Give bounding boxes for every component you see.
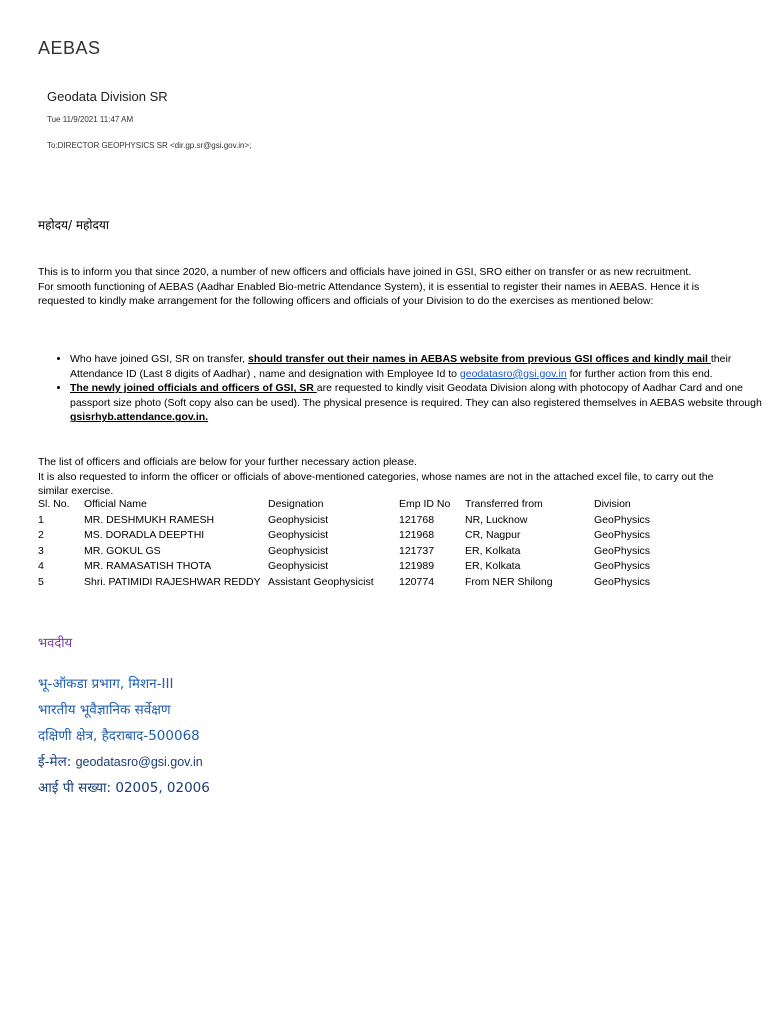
table-row — [38, 529, 674, 545]
cell-name: Shri. PATIMIDI RAJESHWAR REDDY — [84, 575, 261, 588]
ip-value: 02005, 02006 — [115, 780, 210, 796]
intro-line-1: This is to inform you that since 2020, a number of new officers and officials have joined in GSI, SRO either on transfer or as new recruitment. — [38, 266, 692, 278]
list-line-2: It is also requested to inform the officer or officials of above-mentioned categories, whose names are not in the attached excel file, to carry out the similar exercise. — [38, 470, 714, 498]
cell-sl: 2 — [38, 529, 44, 541]
list-item — [70, 381, 768, 425]
cell-division: GeoPhysics — [594, 513, 651, 526]
attendance-site[interactable]: gsisrhyb.attendance.gov.in. — [70, 411, 209, 424]
b1-mid: their Attendance ID (Last 8 digits of Aadhar) , name and designation with Employee Id to — [70, 353, 732, 380]
b2-mid: are requested to kindly visit Geodata Division along with photocopy of Aadhar Card and one passport size photo (Soft copy also can be used). The physical presence is required. They can also registered themselves in AEBAS website through — [70, 382, 762, 409]
cell-designation: Geophysicist — [268, 560, 329, 572]
cell-designation: Geophysicist — [268, 529, 329, 541]
list-item — [70, 352, 768, 381]
cell-division: GeoPhysics — [594, 575, 651, 588]
cell-empid: 121768 — [399, 513, 435, 526]
signature-ip-phone — [38, 778, 210, 796]
signature-email-address[interactable]: geodatasro@gsi.gov.in — [75, 755, 203, 769]
header-cell: Emp ID No — [399, 498, 451, 510]
header-cell: Transferred from — [465, 498, 543, 510]
table-header-row — [38, 498, 674, 514]
header-cell: Division — [594, 498, 631, 510]
header-cell: Official Name — [84, 498, 147, 510]
instruction-list — [38, 352, 768, 425]
intro-line-2: For smooth functioning of AEBAS (Aadhar Enabled Bio-metric Attendance System), it is essential to register their names in AEBAS. Hence it is requested to kindly make arrangement for the following officers and officials of your Division to do the exercises as mentioned below: — [38, 280, 700, 308]
signature-line-division: भू-ऑकडा प्रभाग, मिशन-III — [38, 676, 174, 692]
intro-paragraph — [38, 265, 733, 309]
salutation: महोदय/ महोदया — [38, 218, 109, 232]
email-label: ई-मेल: — [38, 754, 76, 770]
cell-from: ER, Kolkata — [465, 560, 521, 572]
b1-post: for further action from this end. — [566, 367, 713, 380]
b1-bold: should transfer out their names in AEBAS website from previous GSI offices and kindly mail — [248, 353, 711, 365]
cell-from: NR, Lucknow — [465, 513, 528, 526]
cell-sl: 1 — [38, 513, 44, 526]
cell-sl: 5 — [38, 575, 44, 588]
email-link[interactable]: geodatasro@gsi.gov.in — [459, 367, 567, 380]
sent-date: Tue 11/9/2021 11:47 AM — [47, 115, 134, 124]
header-cell: Designation — [268, 498, 324, 510]
signature-line-region: दक्षिणी क्षेत्र, हैदराबाद-500068 — [38, 728, 200, 744]
list-paragraph — [38, 455, 733, 499]
signature-line-org: भारतीय भूवैज्ञानिक सर्वेक्षण — [38, 702, 171, 718]
cell-empid: 120774 — [399, 575, 435, 588]
cell-from: From NER Shilong — [465, 575, 553, 588]
table-row — [38, 514, 674, 530]
table-row — [38, 576, 674, 592]
cell-designation: Geophysicist — [268, 513, 329, 526]
cell-empid: 121989 — [399, 560, 435, 572]
recipient-line[interactable]: To:DIRECTOR GEOPHYSICS SR <dir.gp.sr@gsi.gov.in>; — [47, 141, 252, 150]
cell-empid: 121968 — [399, 529, 435, 541]
cell-division: GeoPhysics — [594, 560, 651, 572]
signature-email — [38, 752, 203, 770]
b1-pre: Who have joined GSI, SR on transfer, — [70, 353, 249, 365]
cell-from: CR, Nagpur — [465, 529, 521, 541]
list-line-1: The list of officers and officials are below for your further necessary action please. — [38, 456, 417, 468]
cell-sl: 4 — [38, 560, 44, 572]
header-cell: Sl. No. — [38, 498, 70, 510]
cell-sl: 3 — [38, 544, 44, 557]
table-row — [38, 545, 674, 561]
cell-name: MR. GOKUL GS — [84, 544, 161, 557]
cell-designation: Geophysicist — [268, 544, 329, 557]
cell-designation: Assistant Geophysicist — [268, 575, 374, 588]
ip-label: आई पी सख्या: — [38, 780, 116, 796]
table-row — [38, 560, 674, 576]
officers-table — [38, 498, 674, 591]
cell-name: MR. DESHMUKH RAMESH — [84, 513, 215, 526]
cell-empid: 121737 — [399, 544, 435, 557]
closing-text: भवदीय — [38, 636, 73, 651]
cell-division: GeoPhysics — [594, 529, 651, 541]
email-subject: AEBAS — [38, 38, 101, 58]
cell-name: MS. DORADLA DEEPTHI — [84, 529, 205, 541]
cell-division: GeoPhysics — [594, 544, 651, 557]
sender-name[interactable]: Geodata Division SR — [47, 89, 168, 104]
cell-name: MR. RAMASATISH THOTA — [84, 560, 212, 572]
b2-bold: The newly joined officials and officers of GSI, SR — [70, 382, 317, 395]
cell-from: ER, Kolkata — [465, 544, 521, 557]
